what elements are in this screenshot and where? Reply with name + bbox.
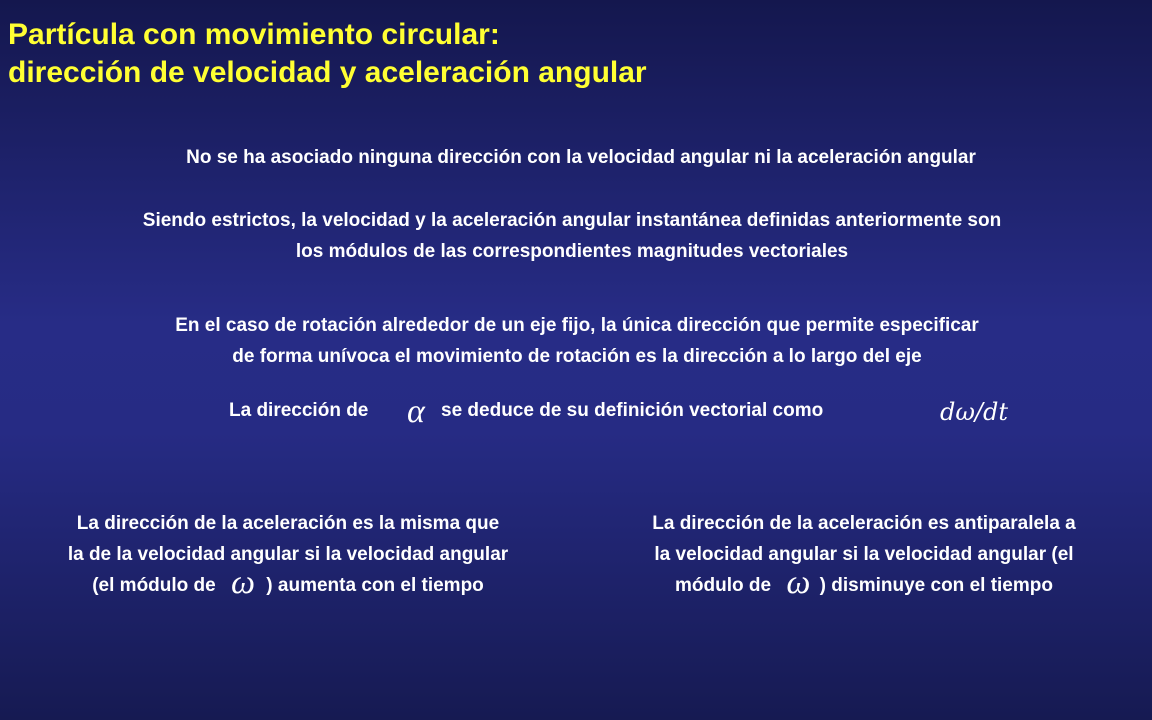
alpha-direction-row — [0, 393, 1152, 432]
right-box-line-2: la velocidad angular si la velocidad angular (el — [654, 544, 1074, 565]
d-omega-dt-formula: dω/dt — [940, 398, 1009, 426]
left-box-line-3-after: ) aumenta con el tiempo — [266, 575, 484, 596]
right-box-line-3 — [576, 564, 1152, 601]
strict-line-1: Siendo estrictos, la velocidad y la aceleración angular instantánea definidas anteriormente son — [142, 210, 1002, 231]
title-line-1: Partícula con movimiento circular: — [8, 18, 500, 51]
strict-line-2: los módulos de las correspondientes magnitudes vectoriales — [295, 241, 849, 262]
paragraph-strict-definition — [0, 205, 1144, 267]
right-box-decreasing — [576, 508, 1152, 601]
omega-symbol-left: ω — [231, 564, 256, 601]
alpha-symbol: α — [407, 393, 425, 430]
fixed-axis-line-2: de forma unívoca el movimiento de rotación es la dirección a lo largo del eje — [232, 346, 922, 367]
left-box-increasing — [0, 508, 576, 601]
paragraph-fixed-axis — [0, 310, 1152, 372]
omega-symbol-right: ω — [786, 564, 811, 601]
slide-title — [8, 16, 647, 92]
title-line-2: dirección de velocidad y aceleración angular — [8, 56, 647, 89]
right-box-line-3-before: módulo de — [675, 575, 772, 596]
left-box-line-3 — [0, 564, 576, 601]
alpha-direction-text-after: se deduce de su definición vectorial como — [441, 400, 824, 421]
left-box-line-1: La dirección de la aceleración es la misma que — [76, 513, 500, 534]
left-box-line-3-before: (el módulo de — [92, 575, 216, 596]
paragraph-no-direction-text: No se ha asociado ninguna dirección con la velocidad angular ni la aceleración angular — [186, 147, 976, 168]
right-box-line-3-after: ) disminuye con el tiempo — [819, 575, 1053, 596]
alpha-direction-text-before: La dirección de — [229, 400, 369, 421]
paragraph-no-direction — [0, 142, 1152, 173]
left-box-line-2: la de la velocidad angular si la velocidad angular — [67, 544, 509, 565]
right-box-line-1: La dirección de la aceleración es antiparalela a — [652, 513, 1076, 534]
fixed-axis-line-1: En el caso de rotación alrededor de un eje fijo, la única dirección que permite especificar — [175, 315, 979, 336]
